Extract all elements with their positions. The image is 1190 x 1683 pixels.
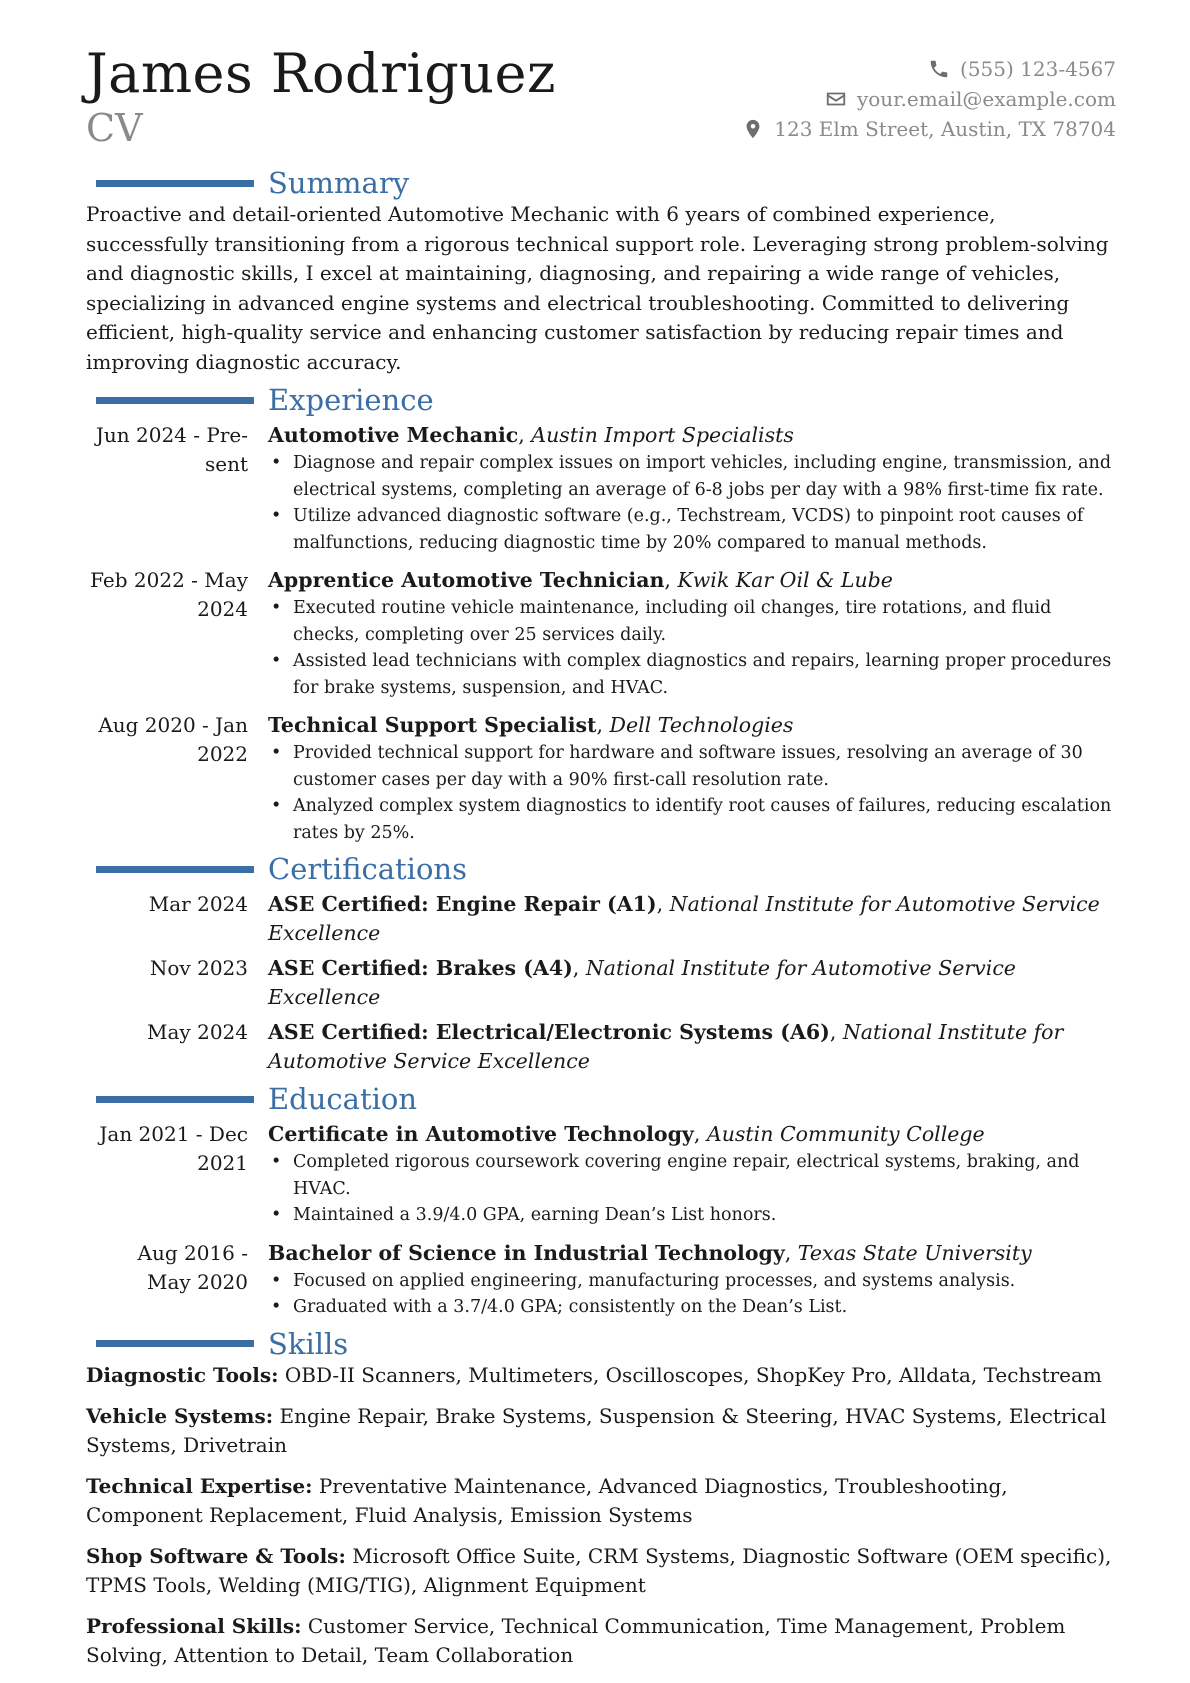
document-subtitle: CV [86, 106, 143, 150]
skill-label: Technical Expertise: [86, 1473, 313, 1498]
experience-entry [86, 421, 1116, 556]
education-entry [86, 1120, 1116, 1229]
bullet-list [268, 450, 1116, 556]
entry-heading: Bachelor of Science in Industrial Technology, Texas State University [268, 1240, 1032, 1265]
date-line: 2022 [197, 742, 248, 766]
degree: Bachelor of Science in Industrial Technology [268, 1240, 785, 1265]
entry-date [86, 566, 268, 701]
envelope-icon [825, 88, 847, 110]
date-line: May 2020 [147, 1269, 248, 1294]
section-education [86, 1082, 1116, 1321]
section-rule [96, 1340, 254, 1347]
contact-phone [742, 54, 1116, 84]
bullet-item: • Diagnose and repair complex issues on import vehicles, including engine, transmission, and electrical systems, completing an average of 6-8 jobs per day with a 98% first-time fix rate. [293, 450, 1116, 503]
date-line: 2021 [197, 1151, 248, 1175]
section-rule [96, 397, 254, 404]
section-header [86, 852, 1116, 886]
section-skills [86, 1327, 1116, 1670]
section-title: Skills [268, 1326, 349, 1361]
section-rule [96, 1096, 254, 1103]
bullet-item: • Executed routine vehicle maintenance, including oil changes, tire rotations, and fluid checks, completing over 25 services daily. [293, 595, 1116, 648]
section-header [86, 1082, 1116, 1116]
entry-body [268, 421, 1116, 556]
certification-entry [86, 1018, 1116, 1076]
issuer: National Institute for Automotive Service Excellence [268, 956, 1016, 1009]
bullet-list [268, 1149, 1116, 1229]
entry-body [268, 566, 1116, 701]
address-text: 123 Elm Street, Austin, TX 78704 [774, 117, 1116, 141]
skill-row [86, 1361, 1116, 1390]
entry-body [268, 1120, 1116, 1229]
certification-entry [86, 954, 1116, 1012]
summary-text: Proactive and detail-oriented Automotive Mechanic with 6 years of combined experience, successfully transitioning from a rigorous technical support role. Leveraging strong problem-solving and diagnostic skills, I excel at maintaining, diagnosing, and repairing a wide range of vehicles, specializing in advanced engine systems and electrical troubleshooting. Committed to delivering efficient, high-quality service and enhancing customer satisfaction by reducing repair times and improving diagnostic accuracy. [86, 202, 1109, 374]
skill-row [86, 1542, 1116, 1600]
issuer: National Institute for Automotive Service Excellence [268, 1020, 1064, 1073]
job-title: Apprentice Automotive Technician [268, 568, 665, 592]
experience-entry [86, 566, 1116, 701]
entry-heading: Certificate in Automotive Technology, Austin Community College [268, 1122, 985, 1146]
date-line: sent [204, 452, 248, 476]
entry-date [86, 711, 268, 846]
certification-entry [86, 890, 1116, 948]
date-line: Jun 2024 - Pre- [95, 423, 248, 447]
section-header [86, 383, 1116, 417]
entry-date [86, 1120, 268, 1229]
skill-values: Microsoft Office Suite, CRM Systems, Diagnostic Software (OEM specific), TPMS Tools, Welding (MIG/TIG), Alignment Equipment [86, 1543, 1112, 1597]
bullet-list [268, 740, 1116, 846]
skill-values: Preventative Maintenance, Advanced Diagnostics, Troubleshooting, Component Replacement, Fluid Analysis, Emission Systems [86, 1473, 1008, 1527]
employer: Dell Technologies [609, 713, 794, 737]
job-title: Automotive Mechanic [268, 423, 519, 447]
section-rule [96, 180, 254, 187]
job-title: Technical Support Specialist [268, 713, 597, 737]
skill-label: Diagnostic Tools: [86, 1362, 279, 1387]
section-title: Certifications [268, 852, 467, 886]
section-header [86, 1327, 1116, 1361]
entry-heading: Apprentice Automotive Technician, Kwik Kar Oil & Lube [268, 568, 893, 592]
bullet-item: • Completed rigorous coursework covering engine repair, electrical systems, braking, and HVAC. [293, 1149, 1116, 1202]
school: Texas State University [797, 1240, 1032, 1265]
skill-label: Vehicle Systems: [86, 1403, 274, 1428]
bullet-item: • Provided technical support for hardware and software issues, resolving an average of 30 customer cases per day with a 90% first-call resolution rate. [293, 740, 1116, 793]
issuer: National Institute for Automotive Service Excellence [268, 892, 1100, 945]
skill-values: OBD-II Scanners, Multimeters, Oscilloscopes, ShopKey Pro, Alldata, Techstream [284, 1362, 1102, 1387]
date-line: Aug 2016 - [137, 1240, 248, 1265]
section-certifications [86, 852, 1116, 1076]
entry-date: Nov 2023 [149, 956, 248, 980]
date-line: 2024 [197, 597, 248, 621]
map-pin-icon [742, 118, 764, 140]
entry-date: Mar 2024 [148, 892, 248, 916]
entry-heading: ASE Certified: Brakes (A4), National Institute for Automotive Service Excellence [268, 956, 1016, 1009]
phone-text[interactable]: (555) 123-4567 [960, 57, 1116, 81]
skill-label: Professional Skills: [86, 1613, 302, 1638]
date-line: Aug 2020 - Jan [98, 713, 248, 737]
bullet-item: • Assisted lead technicians with complex diagnostics and repairs, learning proper procedures for brake systems, suspension, and HVAC. [293, 648, 1116, 701]
date-line: Feb 2022 - May [90, 568, 248, 592]
skill-row [86, 1472, 1116, 1530]
entry-heading: ASE Certified: Electrical/Electronic Systems (A6), National Institute for Automotive Service Excellence [268, 1020, 1064, 1073]
degree: Certificate in Automotive Technology [268, 1122, 694, 1146]
contact-address [742, 114, 1116, 144]
certification-name: ASE Certified: Engine Repair (A1) [268, 892, 657, 916]
section-experience [86, 383, 1116, 846]
section-rule [96, 866, 254, 873]
cv-page [86, 42, 1116, 1682]
bullet-item: • Maintained a 3.9/4.0 GPA, earning Dean’s List honors. [293, 1202, 1116, 1229]
bullet-item: • Graduated with a 3.7/4.0 GPA; consistently on the Dean’s List. [293, 1294, 1116, 1321]
entry-heading: Technical Support Specialist, Dell Technologies [268, 713, 794, 737]
employer: Austin Import Specialists [531, 423, 794, 447]
date-line: Jan 2021 - Dec [99, 1122, 248, 1146]
section-title: Education [268, 1082, 418, 1116]
section-header [86, 166, 1116, 200]
skill-label: Shop Software & Tools: [86, 1543, 346, 1568]
certification-name: ASE Certified: Electrical/Electronic Systems (A6) [268, 1020, 830, 1044]
cv-header [86, 42, 1116, 160]
person-name: James Rodriguez [86, 42, 556, 105]
school: Austin Community College [706, 1122, 985, 1146]
certification-name: ASE Certified: Brakes (A4) [268, 956, 573, 980]
bullet-item: • Utilize advanced diagnostic software (e.g., Techstream, VCDS) to pinpoint root causes of malfunctions, reducing diagnostic time by 20% compared to manual methods. [293, 503, 1116, 556]
section-summary [86, 166, 1116, 377]
phone-icon [928, 58, 950, 80]
email-link[interactable]: your.email@example.com [856, 87, 1116, 111]
experience-entry [86, 711, 1116, 846]
entry-date [86, 421, 268, 556]
skill-row [86, 1402, 1116, 1460]
employer: Kwik Kar Oil & Lube [677, 568, 893, 592]
skill-values: Engine Repair, Brake Systems, Suspension & Steering, HVAC Systems, Electrical Systems, Drivetrain [86, 1403, 1107, 1457]
contact-block [742, 54, 1116, 144]
entry-date [86, 1239, 268, 1321]
contact-email [742, 84, 1116, 114]
bullet-item: • Analyzed complex system diagnostics to identify root causes of failures, reducing escalation rates by 25%. [293, 793, 1116, 846]
bullet-list [268, 1268, 1116, 1321]
skill-values: Customer Service, Technical Communication, Time Management, Problem Solving, Attention to Detail, Team Collaboration [86, 1613, 1066, 1667]
entry-body [268, 1239, 1116, 1321]
section-title: Experience [268, 383, 434, 417]
entry-body [268, 711, 1116, 846]
skill-row [86, 1612, 1116, 1670]
entry-heading: ASE Certified: Engine Repair (A1), National Institute for Automotive Service Excellence [268, 892, 1100, 945]
entry-heading: Automotive Mechanic, Austin Import Specialists [268, 423, 794, 447]
section-title: Summary [268, 166, 410, 200]
bullet-item: • Focused on applied engineering, manufacturing processes, and systems analysis. [293, 1268, 1116, 1295]
education-entry [86, 1239, 1116, 1321]
bullet-list [268, 595, 1116, 701]
entry-date: May 2024 [147, 1020, 248, 1044]
